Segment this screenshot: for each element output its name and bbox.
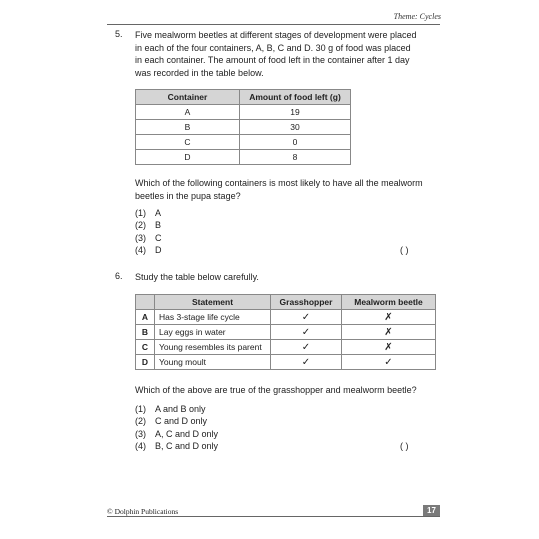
header-rule: [107, 24, 440, 25]
q5-line: was recorded in the table below.: [135, 67, 264, 78]
option-text: C and D only: [155, 416, 208, 427]
cell-container: C: [136, 135, 240, 150]
q5-answer-bracket[interactable]: ( ): [400, 245, 409, 255]
option-text: A, C and D only: [155, 428, 219, 439]
option-number: (4): [135, 245, 146, 256]
cell-amount: 30: [240, 120, 351, 135]
q5-line: in each of the four containers, A, B, C and D. 30 g of food was placed: [135, 42, 411, 53]
publisher-credit: © Dolphin Publications: [107, 507, 179, 516]
cell-container: D: [136, 150, 240, 165]
option[interactable]: [135, 428, 218, 440]
cell-container: B: [136, 120, 240, 135]
q5-line: in each container. The amount of food left in the container after 1 day: [135, 55, 410, 66]
cross-icon: ✗: [342, 325, 436, 340]
q5-options: [135, 207, 162, 257]
page-number: 17: [423, 505, 440, 516]
table-row: [136, 135, 351, 150]
table-row: [136, 310, 436, 325]
q6-intro: Study the table below carefully.: [135, 272, 259, 282]
cell-amount: 8: [240, 150, 351, 165]
option-number: (4): [135, 441, 146, 452]
tick-icon: ✓: [271, 340, 342, 355]
theme-header: Theme: Cycles: [393, 12, 441, 21]
option[interactable]: [135, 232, 162, 244]
option[interactable]: [135, 219, 162, 231]
tick-icon: ✓: [342, 355, 436, 370]
option-text: A and B only: [155, 404, 206, 414]
q5-line: Five mealworm beetles at different stages of development were placed: [135, 30, 417, 40]
option-text: B, C and D only: [155, 441, 219, 452]
q6-answer-bracket[interactable]: ( ): [400, 441, 409, 451]
option-number: (3): [135, 232, 146, 243]
q5-stem: [135, 29, 445, 79]
col-header-food-left: Amount of food left (g): [240, 90, 351, 105]
cell-amount: 0: [240, 135, 351, 150]
tick-icon: ✓: [271, 310, 342, 325]
row-letter: A: [136, 310, 155, 325]
row-letter: C: [136, 340, 155, 355]
table-row: [136, 105, 351, 120]
option-number: (1): [135, 208, 146, 218]
option-text: D: [155, 245, 162, 256]
col-header-container: Container: [136, 90, 240, 105]
option[interactable]: [135, 207, 162, 219]
option-number: (2): [135, 220, 146, 231]
table-row: [136, 150, 351, 165]
q6-number: 6.: [115, 271, 123, 281]
col-header-blank: [136, 295, 155, 310]
q5-question-line: Which of the following containers is most likely to have all the mealworm: [135, 178, 423, 188]
table-row: [136, 340, 436, 355]
table-row: [136, 120, 351, 135]
option-text: C: [155, 232, 162, 243]
option-number: (1): [135, 404, 146, 414]
q5-question-line: beetles in the pupa stage?: [135, 190, 241, 201]
table-row: [136, 355, 436, 370]
option-number: (2): [135, 416, 146, 427]
tick-icon: ✓: [271, 325, 342, 340]
cell-amount: 19: [240, 105, 351, 120]
option-number: (3): [135, 428, 146, 439]
row-statement: Young resembles its parent: [155, 340, 271, 355]
row-statement: Has 3-stage life cycle: [155, 310, 271, 325]
comparison-table: [135, 294, 436, 370]
table-row: [136, 325, 436, 340]
row-statement: Young moult: [155, 355, 271, 370]
option[interactable]: [135, 415, 218, 427]
food-table: [135, 89, 351, 165]
row-statement: Lay eggs in water: [155, 325, 271, 340]
col-header-statement: Statement: [155, 295, 271, 310]
q5-question: [135, 177, 445, 202]
table-header-row: [136, 90, 351, 105]
cross-icon: ✗: [342, 340, 436, 355]
row-letter: B: [136, 325, 155, 340]
col-header-grasshopper: Grasshopper: [271, 295, 342, 310]
option[interactable]: [135, 403, 218, 415]
q6-options: [135, 403, 218, 453]
option-text: A: [155, 208, 162, 218]
row-letter: D: [136, 355, 155, 370]
col-header-mealworm: Mealworm beetle: [342, 295, 436, 310]
footer-rule: [107, 516, 440, 517]
table-header-row: [136, 295, 436, 310]
tick-icon: ✓: [271, 355, 342, 370]
q5-number: 5.: [115, 29, 123, 39]
option-text: B: [155, 220, 162, 231]
option[interactable]: [135, 244, 162, 256]
cross-icon: ✗: [342, 310, 436, 325]
cell-container: A: [136, 105, 240, 120]
option[interactable]: [135, 440, 218, 452]
q6-question: Which of the above are true of the grasshopper and mealworm beetle?: [135, 385, 417, 395]
